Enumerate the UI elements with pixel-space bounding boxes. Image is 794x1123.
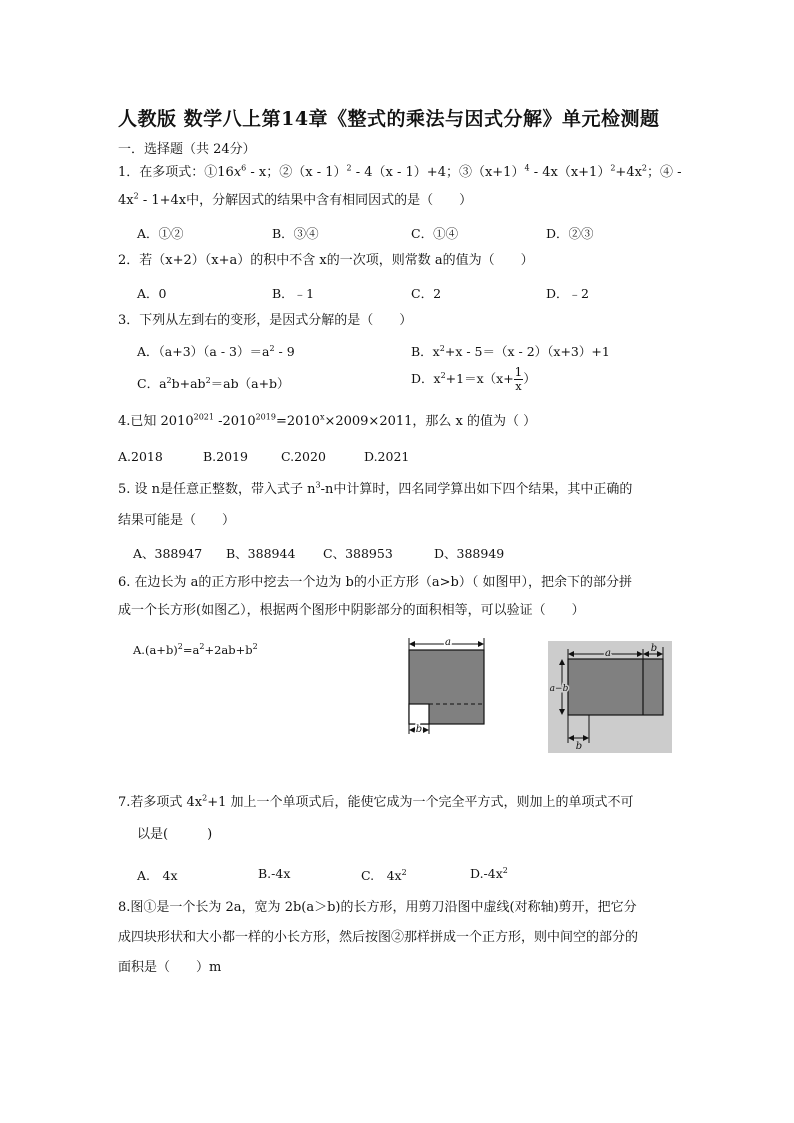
- q5-option-d[interactable]: D、388949: [434, 546, 505, 561]
- shaded-rectangle: [568, 659, 663, 715]
- q1-option-b[interactable]: B．③④: [272, 226, 319, 241]
- q6-option-a[interactable]: $A.(a+b)^2=a^2+2ab+b^2$: [133, 642, 258, 657]
- q4-option-c[interactable]: C.2020: [281, 449, 326, 464]
- q3-option-d[interactable]: D．$x^2+1=x(x+$ $\frac{1}{x}$ ）: [411, 365, 536, 393]
- label-b: b: [415, 724, 423, 735]
- q3-option-c[interactable]: C．$a^2b+ab^2=ab(a+b)$: [137, 375, 290, 391]
- q3-option-b[interactable]: B．$x^2+x - 5=(x - 2)(x+3)+1$: [411, 343, 610, 359]
- question-6-line-1: 6. 在边长为 a的正方形中挖去一个边为 b的小正方形（a>b）（ 如图甲），把余下的部分拼: [118, 575, 632, 590]
- q5-option-c[interactable]: C、388953: [323, 546, 393, 561]
- q4-option-b[interactable]: B.2019: [203, 449, 248, 464]
- label-a: a: [445, 637, 451, 648]
- q5-option-b[interactable]: B、388944: [226, 546, 296, 561]
- label-b-top: b: [650, 643, 658, 654]
- question-1-line-1: 1．在多项式：$①16x^6$ - x；②（x - 1）$^2$ - 4（x - 1）+4；$③(x+1)^4 - 4x(x+1)^2+4x^2$；④ -: [118, 163, 682, 180]
- q2-option-c[interactable]: C．2: [411, 286, 442, 301]
- question-1-line-2: $4x^2 - 1+4x$中，分解因式的结果中含有相同因式的是（ ）: [118, 191, 473, 208]
- q4-option-a[interactable]: A.2018: [118, 449, 163, 464]
- q1-option-a[interactable]: A．①②: [137, 226, 184, 241]
- fraction: $\frac{1}{x}$: [514, 365, 523, 393]
- q7-option-c[interactable]: C. $4x^2$: [361, 867, 407, 883]
- q7-option-a[interactable]: A. 4x: [137, 868, 178, 883]
- q3-option-a[interactable]: A．$(a+3)(a - 3)=a^2 - 9$: [137, 343, 295, 359]
- question-7-line-2: 以是( ): [137, 827, 213, 842]
- question-5-line-2: 结果可能是（ ）: [118, 513, 236, 528]
- q5-option-a[interactable]: A、388947: [133, 546, 203, 561]
- figure-jia: [400, 634, 490, 740]
- figure-yi: [548, 641, 672, 753]
- question-4: 4.已知 $2010^{2021}$ $-2010^{2019}=2010^x\times 2009\times 2011$，那么 x 的值为（ ）: [118, 412, 537, 429]
- question-7-line-1: 7.若多项式 $4x^2+1$ 加上一个单项式后，能使它成为一个完全平方式，则加上的单项式不可: [118, 793, 634, 810]
- question-8-line-2: 成四块形状和大小都一样的小长方形，然后按图②那样拼成一个正方形，则中间空的部分的: [118, 930, 639, 945]
- question-5-line-1: 5. 设 n是任意正整数，带入式子 $n^3-n$中计算时，四名同学算出如下四个结果，其中正确的: [118, 480, 633, 497]
- question-2: 2．若（x+2）（x+a）的积中不含 x的一次项，则常数 a的值为（ ）: [118, 253, 534, 268]
- q7-option-b[interactable]: B.-4x: [258, 866, 291, 881]
- label-a: a: [605, 648, 611, 659]
- question-6-line-2: 成一个长方形(如图乙），根据两个图形中阴影部分的面积相等，可以验证（ ）: [118, 603, 585, 618]
- page-title: 人教版 数学八上第14章《整式的乘法与因式分解》单元检测题: [118, 108, 660, 130]
- question-3: 3．下列从左到右的变形，是因式分解的是（ ）: [118, 313, 413, 328]
- q7-option-d[interactable]: $D.-4x^2$: [470, 865, 508, 881]
- q4-option-d[interactable]: D.2021: [364, 449, 410, 464]
- question-8-line-3: 面积是（ ）m: [118, 960, 222, 975]
- q2-option-d[interactable]: D．﹣2: [546, 286, 589, 301]
- question-8-line-1: 8.图①是一个长为 2a，宽为 2b(a＞b)的长方形，用剪刀沿图中虚线(对称轴)剪开，把它分: [118, 900, 637, 915]
- cut-small-square: [409, 704, 429, 724]
- q1-option-d[interactable]: D．②③: [546, 226, 594, 241]
- label-b-bottom: b: [575, 741, 583, 752]
- q2-option-a[interactable]: A．0: [137, 286, 167, 301]
- label-a-minus-b: a−b: [549, 684, 569, 694]
- section-heading: 一．选择题（共 24分）: [118, 142, 256, 157]
- q1-option-c[interactable]: C．①④: [411, 226, 459, 241]
- q2-option-b[interactable]: B．﹣1: [272, 286, 315, 301]
